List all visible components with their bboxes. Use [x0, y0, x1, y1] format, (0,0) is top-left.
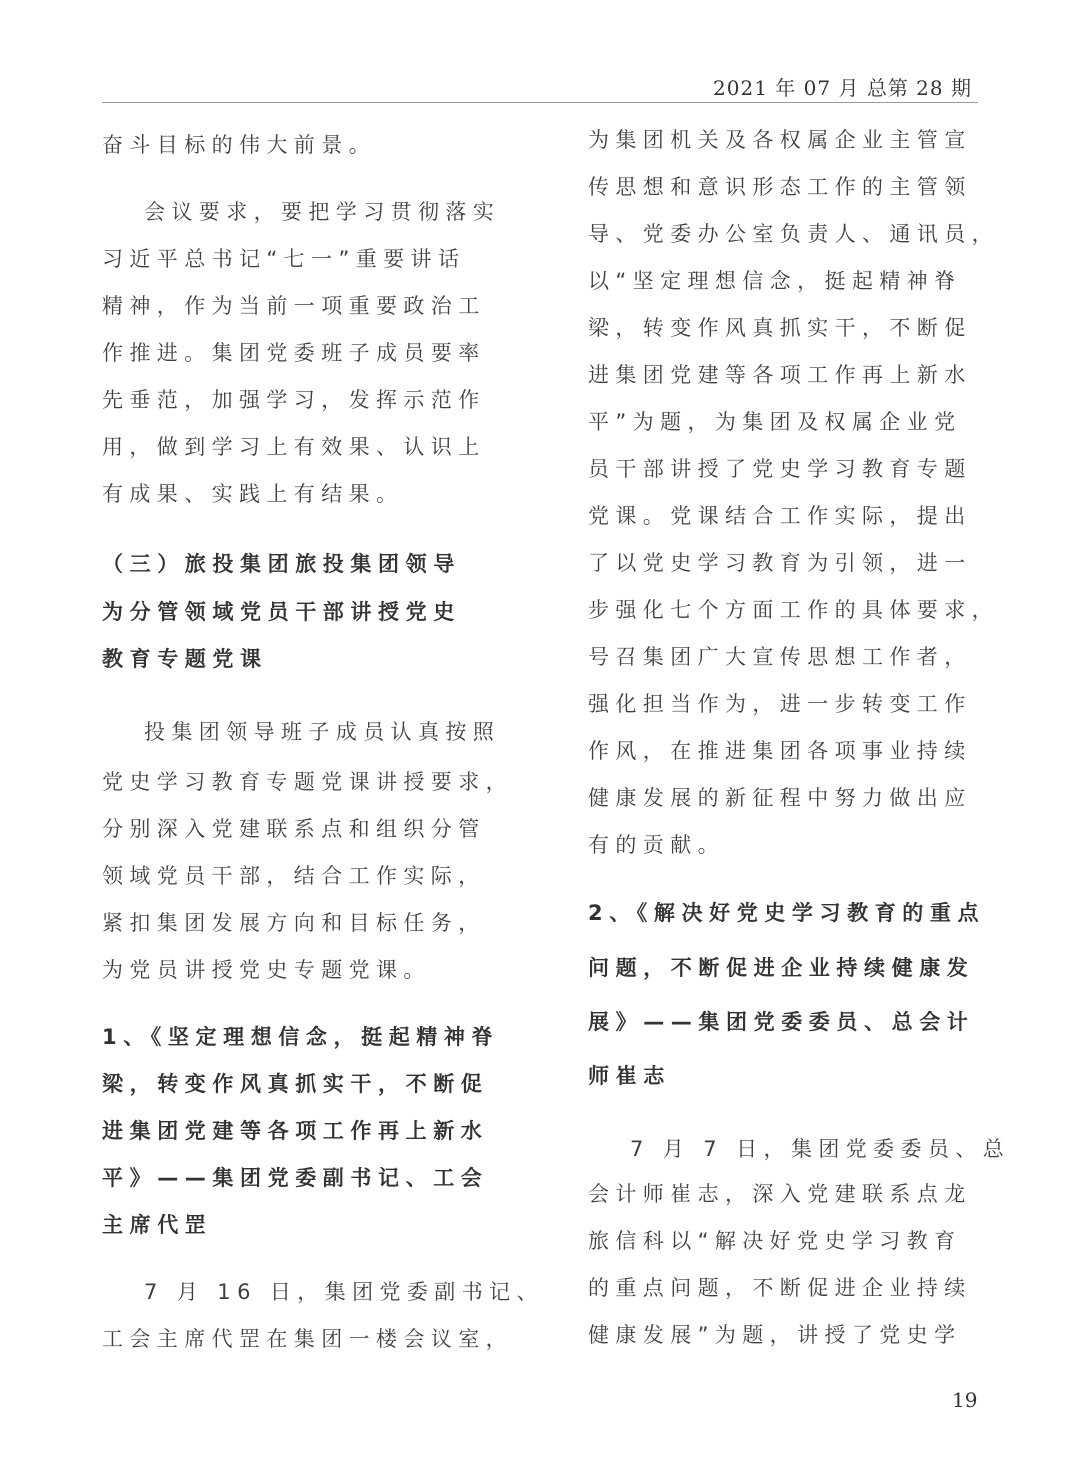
text-line: 有成果、实践上有结果。 — [102, 482, 404, 506]
text-line: 工会主席代罡在集团一楼会议室， — [102, 1327, 513, 1351]
text-line: 导、党委办公室负责人、通讯员， — [588, 222, 999, 246]
item-title: 1、《坚定理想信念，挺起精神脊 — [102, 1025, 500, 1049]
text-line: 分别深入党建联系点和组织分管 — [102, 817, 486, 841]
section-heading: 教育专题党课 — [102, 647, 268, 671]
text-line: 健康发展的新征程中努力做出应 — [588, 786, 972, 810]
text-line: 了以党史学习教育为引领，进一 — [588, 551, 972, 575]
text-line: 先垂范，加强学习，发挥示范作 — [102, 388, 486, 412]
item-title: 展》——集团党委委员、总会计 — [588, 1010, 975, 1034]
item-title: 2、《解决好党史学习教育的重点 — [588, 901, 986, 925]
text-line: 梁，转变作风真抓实干，不断促 — [588, 316, 972, 340]
section-heading: 为分管领域党员干部讲授党史 — [102, 600, 461, 624]
page-number: 19 — [952, 1388, 978, 1412]
text-line: 平”为题，为集团及权属企业党 — [588, 410, 962, 434]
text-line: 7 月 16 日，集团党委副书记、 — [144, 1280, 544, 1304]
text-line: 员干部讲授了党史学习教育专题 — [588, 457, 972, 481]
text-line: 进集团党建等各项工作再上新水 — [588, 363, 972, 387]
text-line: 作风，在推进集团各项事业持续 — [588, 739, 972, 763]
item-title: 进集团党建等各项工作再上新水 — [102, 1119, 489, 1143]
text-line: 会议要求，要把学习贯彻落实 — [144, 200, 501, 224]
issue-label: 2021 年 07 月 总第 28 期 — [713, 76, 972, 100]
text-line: 投集团领导班子成员认真按照 — [144, 720, 501, 744]
item-title: 主席代罡 — [102, 1213, 213, 1237]
text-line: 健康发展”为题，讲授了党史学 — [588, 1323, 962, 1347]
text-line: 精神，作为当前一项重要政治工 — [102, 294, 486, 318]
text-line: 党史学习教育专题党课讲授要求， — [102, 770, 513, 794]
text-line: 传思想和意识形态工作的主管领 — [588, 175, 972, 199]
text-line: 以“坚定理想信念，挺起精神脊 — [588, 269, 962, 293]
item-title: 梁，转变作风真抓实干，不断促 — [102, 1072, 489, 1096]
text-line: 号召集团广大宣传思想工作者， — [588, 645, 972, 669]
item-title: 师崔志 — [588, 1064, 671, 1088]
item-title: 问题，不断促进企业持续健康发 — [588, 956, 975, 980]
text-line: 有的贡献。 — [588, 833, 725, 857]
text-line: 用，做到学习上有效果、认识上 — [102, 435, 486, 459]
text-line: 为集团机关及各权属企业主管宣 — [588, 128, 972, 152]
text-line: 习近平总书记“七一”重要讲话 — [102, 247, 466, 271]
text-line: 步强化七个方面工作的具体要求， — [588, 598, 999, 622]
text-line: 奋斗目标的伟大前景。 — [102, 133, 376, 157]
text-line: 为党员讲授党史专题党课。 — [102, 958, 431, 982]
text-line: 会计师崔志，深入党建联系点龙 — [588, 1182, 972, 1206]
text-line: 7 月 7 日，集团党委委员、总 — [630, 1137, 1011, 1161]
text-line: 的重点问题，不断促进企业持续 — [588, 1276, 972, 1300]
text-line: 旅信科以“解决好党史学习教育 — [588, 1229, 962, 1253]
text-line: 党课。党课结合工作实际，提出 — [588, 504, 972, 528]
page-header — [102, 72, 978, 103]
text-line: 领域党员干部，结合工作实际， — [102, 864, 486, 888]
text-line: 作推进。集团党委班子成员要率 — [102, 341, 486, 365]
text-line: 强化担当作为，进一步转变工作 — [588, 692, 972, 716]
item-title: 平》——集团党委副书记、工会 — [102, 1166, 489, 1190]
section-heading: （三）旅投集团旅投集团领导 — [102, 552, 461, 576]
text-line: 紧扣集团发展方向和目标任务， — [102, 911, 486, 935]
